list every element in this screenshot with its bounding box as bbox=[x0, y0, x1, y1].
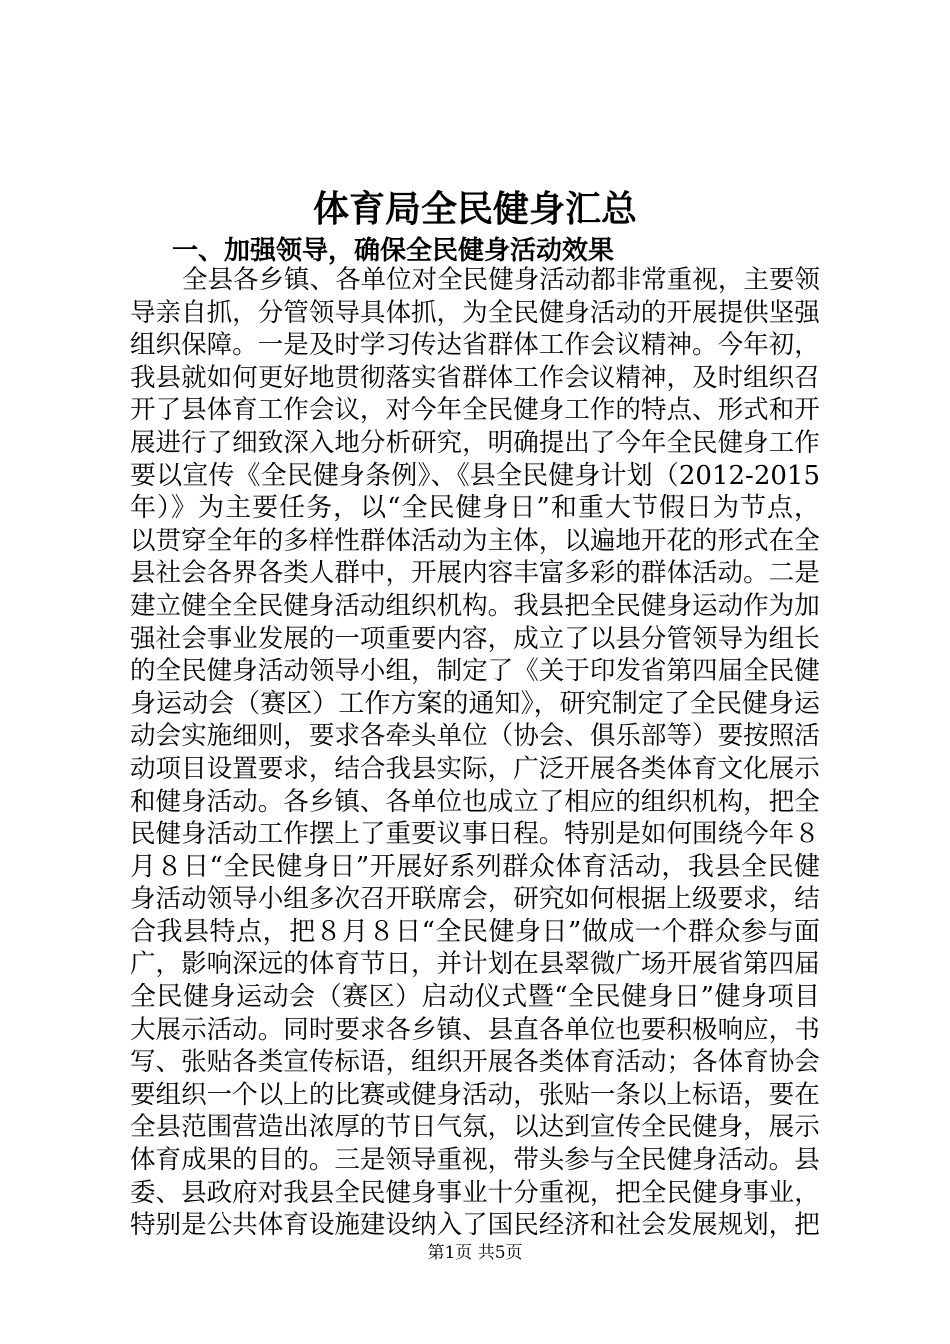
paragraph-line: 动会实施细则，要求各牵头单位（协会、俱乐部等）要按照活 bbox=[130, 721, 820, 752]
paragraph-line: 建立健全全民健身活动组织机构。我县把全民健身运动作为加 bbox=[130, 590, 820, 621]
paragraph-line: 动项目设置要求，结合我县实际，广泛开展各类体育文化展示 bbox=[130, 753, 820, 784]
paragraph-line: 要组织一个以上的比赛或健身活动，张贴一条以上标语，要在 bbox=[130, 1079, 820, 1110]
paragraph-line: 县社会各界各类人群中，开展内容丰富多彩的群体活动。二是 bbox=[130, 558, 820, 589]
paragraph-line: 广，影响深远的体育节日，并计划在县翠微广场开展省第四届 bbox=[130, 949, 820, 980]
paragraph-line: 合我县特点，把８月８日“全民健身日”做成一个群众参与面 bbox=[130, 916, 820, 947]
paragraph-line: 和健身活动。各乡镇、各单位也成立了相应的组织机构，把全 bbox=[130, 786, 820, 817]
paragraph-line: 身活动领导小组多次召开联席会，研究如何根据上级要求，结 bbox=[130, 884, 820, 915]
document-title: 体育局全民健身汇总 bbox=[312, 189, 637, 230]
paragraph-line: 强社会事业发展的一项重要内容，成立了以县分管领导为组长 bbox=[130, 623, 820, 654]
paragraph-line: 委、县政府对我县全民健身事业十分重视，把全民健身事业， bbox=[130, 1177, 820, 1208]
paragraph-line: 月８日“全民健身日”开展好系列群众体育活动，我县全民健 bbox=[130, 851, 820, 882]
paragraph-line: 大展示活动。同时要求各乡镇、县直各单位也要积极响应，书 bbox=[130, 1014, 820, 1045]
paragraph-line: 开了县体育工作会议，对今年全民健身工作的特点、形式和开 bbox=[130, 395, 820, 426]
body-paragraph bbox=[130, 264, 820, 1242]
paragraph-line: 展进行了细致深入地分析研究，明确提出了今年全民健身工作 bbox=[130, 427, 820, 458]
paragraph-line: 写、张贴各类宣传标语，组织开展各类体育活动；各体育协会 bbox=[130, 1047, 820, 1078]
paragraph-line: 体育成果的目的。三是领导重视，带头参与全民健身活动。县 bbox=[130, 1145, 820, 1176]
paragraph-line: 全县各乡镇、各单位对全民健身活动都非常重视，主要领 bbox=[182, 265, 820, 295]
paragraph-line: 要以宣传《全民健身条例》、《县全民健身计划（2012-2015 bbox=[130, 460, 820, 491]
paragraph-line: 我县就如何更好地贯彻落实省群体工作会议精神，及时组织召 bbox=[130, 362, 820, 393]
paragraph-line: 全民健身运动会（赛区）启动仪式暨“全民健身日”健身项目 bbox=[130, 982, 820, 1013]
page-footer: 第1页 共5页 bbox=[427, 1243, 523, 1263]
section-heading: 一、加强领导，确保全民健身活动效果 bbox=[172, 236, 615, 266]
paragraph-line: 特别是公共体育设施建设纳入了国民经济和社会发展规划，把 bbox=[130, 1210, 820, 1241]
paragraph-line: 身运动会（赛区）工作方案的通知》，研究制定了全民健身运 bbox=[130, 688, 820, 719]
paragraph-line: 组织保障。一是及时学习传达省群体工作会议精神。今年初， bbox=[130, 330, 820, 361]
paragraph-line: 以贯穿全年的多样性群体活动为主体，以遍地开花的形式在全 bbox=[130, 525, 820, 556]
paragraph-line: 的全民健身活动领导小组，制定了《关于印发省第四届全民健 bbox=[130, 656, 820, 687]
paragraph-line: 全县范围营造出浓厚的节日气氛，以达到宣传全民健身，展示 bbox=[130, 1112, 820, 1143]
paragraph-line: 导亲自抓，分管领导具体抓，为全民健身活动的开展提供坚强 bbox=[130, 297, 820, 328]
paragraph-line: 年）》为主要任务，以“全民健身日”和重大节假日为节点， bbox=[130, 493, 820, 524]
paragraph-line: 民健身活动工作摆上了重要议事日程。特别是如何围绕今年８ bbox=[130, 819, 820, 850]
